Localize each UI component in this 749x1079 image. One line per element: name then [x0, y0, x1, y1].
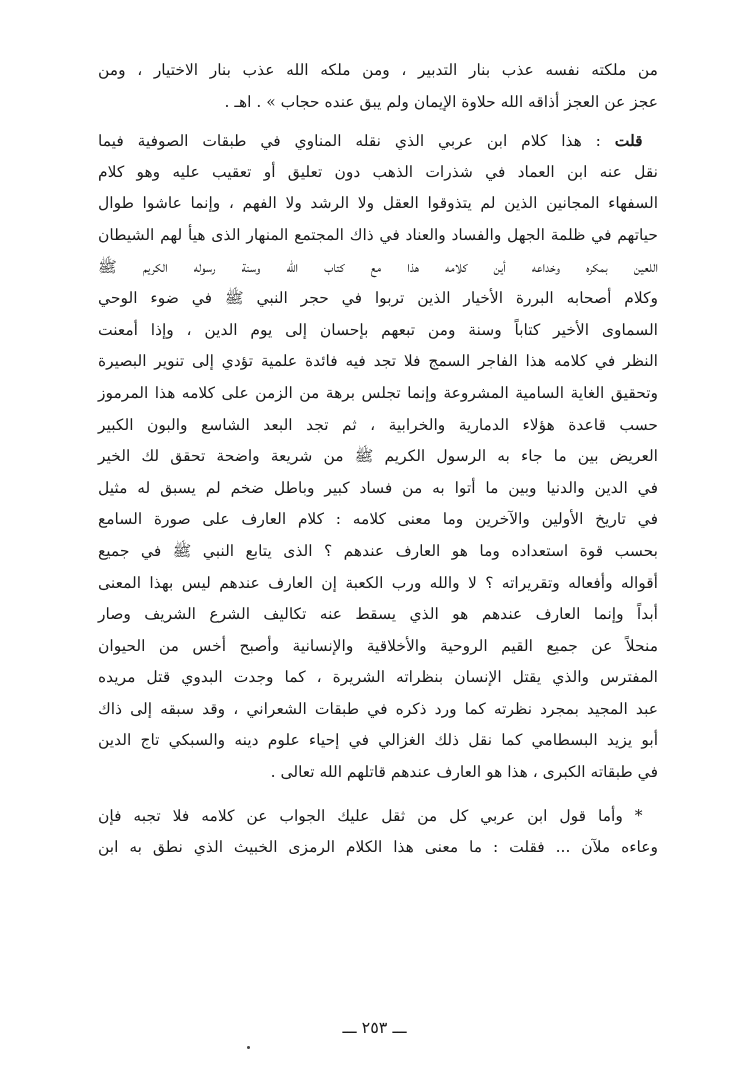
text-line: عجز عن العجز أذاقه الله حلاوة الإيمان ولم يبق عنده حجاب » . اهـ .	[224, 92, 658, 111]
text-line: وتحقيق الغاية السامية المشروعة وإنما تجلس برهة من الزمن على كلامه هذا المرموز	[98, 383, 658, 402]
text-line-content: : هذا كلام ابن عربي الذي نقله المناوي في طبقات الصوفية فيما	[98, 132, 615, 151]
text-line: أقواله وأفعاله وتقريراته ؟ لا والله ورب الكعبة إن العارف عندهم ليس بهذا المعنى	[98, 573, 658, 592]
text-line: العريض بين ما جاء به الرسول الكريم ﷺ من شريعة واضحة تحقق لك الخير	[98, 447, 658, 466]
text-line: أبداً وإنما العارف عندهم هو الذي يسقط عنه تكاليف الشرع الشريف وصار	[98, 605, 658, 624]
text-line: وعاءه ملآن ... فقلت : ما معنى هذا الكلام الرمزى الخبيث الذي نطق به ابن	[98, 838, 658, 857]
text-line: حسب قاعدة هؤلاء الدمارية والخرابية ، ثم تجد البعد الشاسع والبون الكبير	[98, 415, 658, 434]
print-speck	[247, 1046, 250, 1049]
text-line-content: * وأما قول ابن عربي كل من ثقل عليك الجواب عن كلامه فلا تجبه فإن	[98, 806, 643, 825]
page-number: ـــ ٢٥٣ ـــ	[342, 1018, 407, 1037]
text-line: نقل عنه ابن العماد في شذرات الذهب دون تعليق أو تعقيب عليه وهو كلام	[98, 162, 658, 181]
text-line: اللعين بمكره وخداعه أين كلامه هذا مع كتاب الله وسنة رسوله الكريم ﷺ	[98, 257, 658, 276]
text-line: المفترس والذي يقتل الإنسان بنظراته الشريرة ، كما وجدت البدوي قتل مريده	[98, 668, 658, 687]
text-line: حياتهم في ظلمة الجهل والفساد والعناد في ذاك المجتمع المنهار الذى هيأ لهم الشيطان	[98, 225, 658, 244]
text-line-with-keyword	[98, 125, 658, 157]
text-line: في تاريخ الأولين والآخرين وما معنى كلامه : كلام العارف على صورة السامع	[98, 510, 658, 529]
text-line: السماوى الأخير كتاباً وسنة ومن تبعهم بإحسان إلى يوم الدين ، وإذا أمعنت	[98, 320, 658, 339]
text-line: السفهاء المجانين الذين لم يتذوقوا العقل ولا الرشد ولا الفهم ، وإنما عاشوا طوال	[98, 194, 658, 213]
paragraph-3	[98, 801, 658, 864]
text-line: وكلام أصحابه البررة الأخيار الذين تربوا في حجر النبي ﷺ في ضوء الوحي	[98, 289, 658, 308]
text-line: عبد المجيد بمجرد نظرته كما ورد ذكره في طبقات الشعراني ، وقد سبقه إلى ذاك	[98, 699, 658, 718]
text-line: النظر في كلامه هذا الفاجر السمج فلا تجد فيه فائدة علمية تؤدي إلى تنوير البصيرة	[98, 352, 658, 371]
text-line: من ملكته نفسه عذب بنار التدبير ، ومن ملكه الله عذب بنار الاختيار ، ومن	[98, 61, 658, 79]
paragraph-2	[98, 125, 658, 788]
text-line: في الدين والدنيا وبين ما أتوا به من فساد كبير وباطل ضخم لم يسبق له مثيل	[98, 478, 658, 497]
keyword-qultu: قلت	[614, 131, 643, 151]
text-line	[98, 801, 658, 833]
text-line: أبو يزيد البسطامي كما نقل ذلك الغزالي في إحياء علوم دينه والسبكي تاج الدين	[98, 731, 658, 750]
text-line: بحسب قوة استعداده وما هو العارف عندهم ؟ الذى يتابع النبي ﷺ في جميع	[98, 541, 658, 560]
paragraph-1	[98, 55, 658, 118]
page-body	[98, 55, 658, 864]
text-line: في طبقاته الكبرى ، هذا هو العارف عندهم قاتلهم الله تعالى .	[270, 763, 658, 782]
text-line: منحلاً عن جميع القيم الروحية والأخلاقية والإنسانية وأصبح أخس من الحيوان	[98, 636, 658, 655]
